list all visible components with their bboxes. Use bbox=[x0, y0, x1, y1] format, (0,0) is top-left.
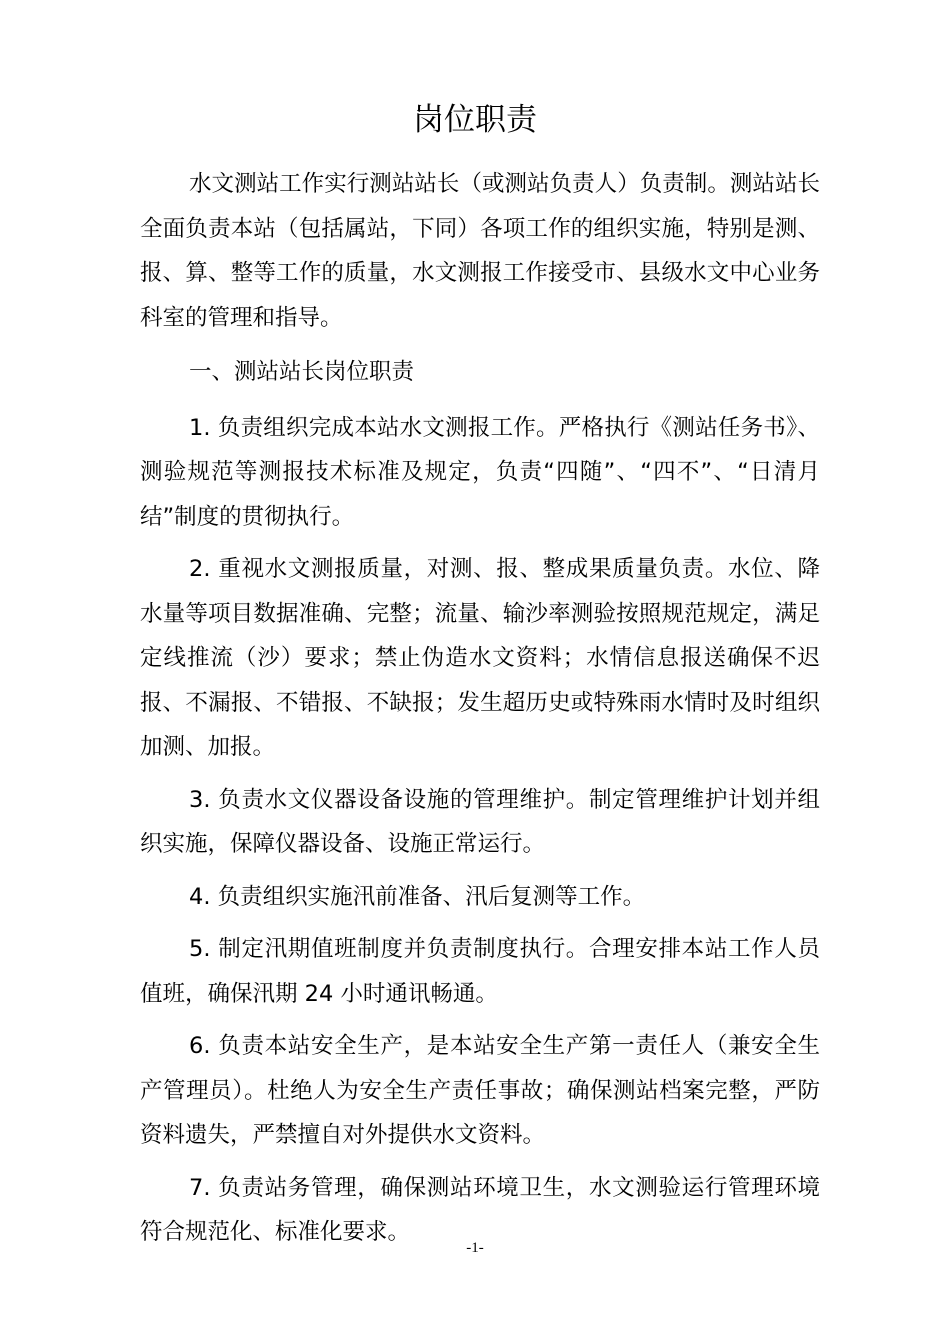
duty-item-6: 6. 负责本站安全生产，是本站安全生产第一责任人（兼安全生产管理员）。杜绝人为安全生产责任事故；确保测站档案完整，严防资料遗失，严禁擅自对外提供水文资料。 bbox=[140, 1033, 820, 1148]
document-title: 岗位职责 bbox=[413, 102, 537, 138]
section-heading: 一、测站站长岗位职责 bbox=[189, 359, 415, 385]
duty-item-1: 1. 负责组织完成本站水文测报工作。严格执行《测站任务书》、测验规范等测报技术标准及规定，负责“四随”、“四不”、“日清月结”制度的贯彻执行。 bbox=[140, 414, 820, 530]
duty-item-4: 4. 负责组织实施汛前准备、汛后复测等工作。 bbox=[189, 883, 646, 910]
page-number: -1- bbox=[466, 1240, 484, 1256]
duty-item-7: 7. 负责站务管理，确保测站环境卫生，水文测验运行管理环境符合规范化、标准化要求。 bbox=[140, 1174, 820, 1245]
document-body bbox=[140, 162, 820, 1263]
intro-paragraph: 水文测站工作实行测站站长（或测站负责人）负责制。测站站长全面负责本站（包括属站，下同）各项工作的组织实施，特别是测、报、算、整等工作的质量，水文测报工作接受市、县级水文中心业务科室的管理和指导。 bbox=[140, 171, 820, 331]
duty-item-2: 2. 重视水文测报质量，对测、报、整成果质量负责。水位、降水量等项目数据准确、完整；流量、输沙率测验按照规范规定，满足定线推流（沙）要求；禁止伪造水文资料；水情信息报送确保不迟报、不漏报、不错报、不缺报；发生超历史或特殊雨水情时及时组织加测、加报。 bbox=[140, 556, 820, 760]
duty-item-3: 3. 负责水文仪器设备设施的管理维护。制定管理维护计划并组织实施，保障仪器设备、设施正常运行。 bbox=[140, 786, 820, 857]
duty-item-5: 5. 制定汛期值班制度并负责制度执行。合理安排本站工作人员值班，确保汛期 24 小时通讯畅通。 bbox=[140, 936, 820, 1007]
